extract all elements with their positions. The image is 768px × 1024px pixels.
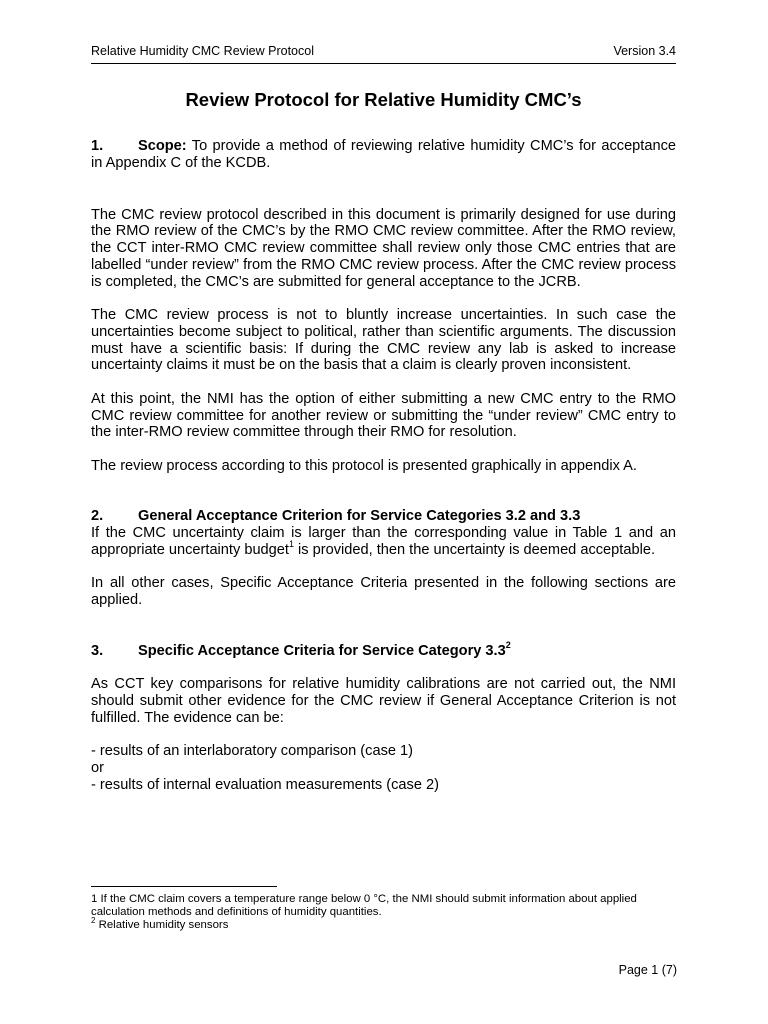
- section-1-text: To provide a method of reviewing relative humidity CMC’s for acceptance in Appendix C of the KCDB.: [91, 138, 676, 171]
- paragraph-appendix: The review process according to this protocol is presented graphically in appendix A.: [91, 457, 637, 474]
- section-3-paragraph: As CCT key comparisons for relative humidity calibrations are not carried out, the NMI should submit other evidence for the CMC review if General Acceptance Criterion is not fulfilled. The evidence can be:: [91, 676, 676, 726]
- section-1-label: Scope:: [138, 138, 187, 154]
- section-2-text-b: is provided, then the uncertainty is deemed acceptable.: [293, 542, 655, 559]
- footnote-rule: [91, 886, 277, 887]
- paragraph-review-protocol: The CMC review protocol described in this document is primarily designed for use during the RMO review of the CMC’s by the RMO CMC review committee. After the RMO review, the CCT inter-RMO CMC review committee shall review only those CMC entries that are labelled “under review” from the RMO CMC review process. After the CMC review process is completed, the CMC’s are submitted for general acceptance to the JCRB.: [91, 206, 676, 290]
- paragraph-nmi-option: At this point, the NMI has the option of either submitting a new CMC entry to the RMO CMC review committee for another review or submitting the “under review” CMC entry to the inter-RMO review committee through their RMO for resolution.: [91, 390, 676, 441]
- footnote-2-number: 2: [91, 915, 96, 925]
- footnotes: [91, 893, 676, 933]
- document-title: Review Protocol for Relative Humidity CMC’s: [185, 89, 582, 110]
- evidence-list-item: - results of internal evaluation measurements (case 2): [91, 776, 439, 793]
- section-3-heading: [91, 640, 676, 660]
- section-2-number: 2.: [91, 508, 104, 525]
- footnote-2: [91, 915, 676, 932]
- section-2-heading-text: General Acceptance Criterion for Service Categories 3.2 and 3.3: [138, 508, 581, 525]
- footnote-ref-2: 2: [505, 640, 511, 651]
- footnote-1-number: 1: [91, 893, 98, 905]
- section-3-number: 3.: [91, 642, 104, 659]
- page-number: Page 1 (7): [618, 963, 677, 977]
- section-1-scope: [91, 138, 676, 172]
- running-header: [91, 43, 676, 59]
- section-2-other-cases: In all other cases, Specific Acceptance Criteria presented in the following sections are applied.: [91, 575, 676, 609]
- section-2-heading: [91, 508, 676, 525]
- header-rule: [91, 63, 676, 64]
- evidence-list-or: or: [91, 759, 104, 776]
- footnote-2-text: Relative humidity sensors: [95, 919, 229, 932]
- section-2-paragraph: [91, 525, 676, 559]
- footnote-ref-1: 1: [288, 539, 294, 550]
- section-3-heading-text: Specific Acceptance Criteria for Service Category 3.3: [138, 642, 506, 659]
- evidence-list-item: - results of an interlaboratory comparison (case 1): [91, 743, 414, 760]
- section-2-text-a: If the CMC uncertainty claim is larger than the corresponding value in Table 1 and an appropriate uncertainty budget: [91, 525, 676, 559]
- paragraph-review-process: The CMC review process is not to bluntly increase uncertainties. In such case the uncertainties become subject to political, rather than scientific arguments. The discussion must have a scientific basis: If during the CMC review any lab is asked to increase uncertainty claims it must be on the basis that a claim is clearly proven inconsistent.: [91, 307, 676, 374]
- document-body: [91, 138, 676, 794]
- footnote-1-text: If the CMC claim covers a temperature range below 0 °C, the NMI should submit information about applied calculation methods and definitions of humidity quantities.: [91, 893, 637, 919]
- header-title: Relative Humidity CMC Review Protocol: [91, 44, 314, 58]
- footnote-1: [91, 893, 676, 919]
- section-1-number: 1.: [91, 138, 104, 154]
- header-version: Version 3.4: [613, 44, 676, 58]
